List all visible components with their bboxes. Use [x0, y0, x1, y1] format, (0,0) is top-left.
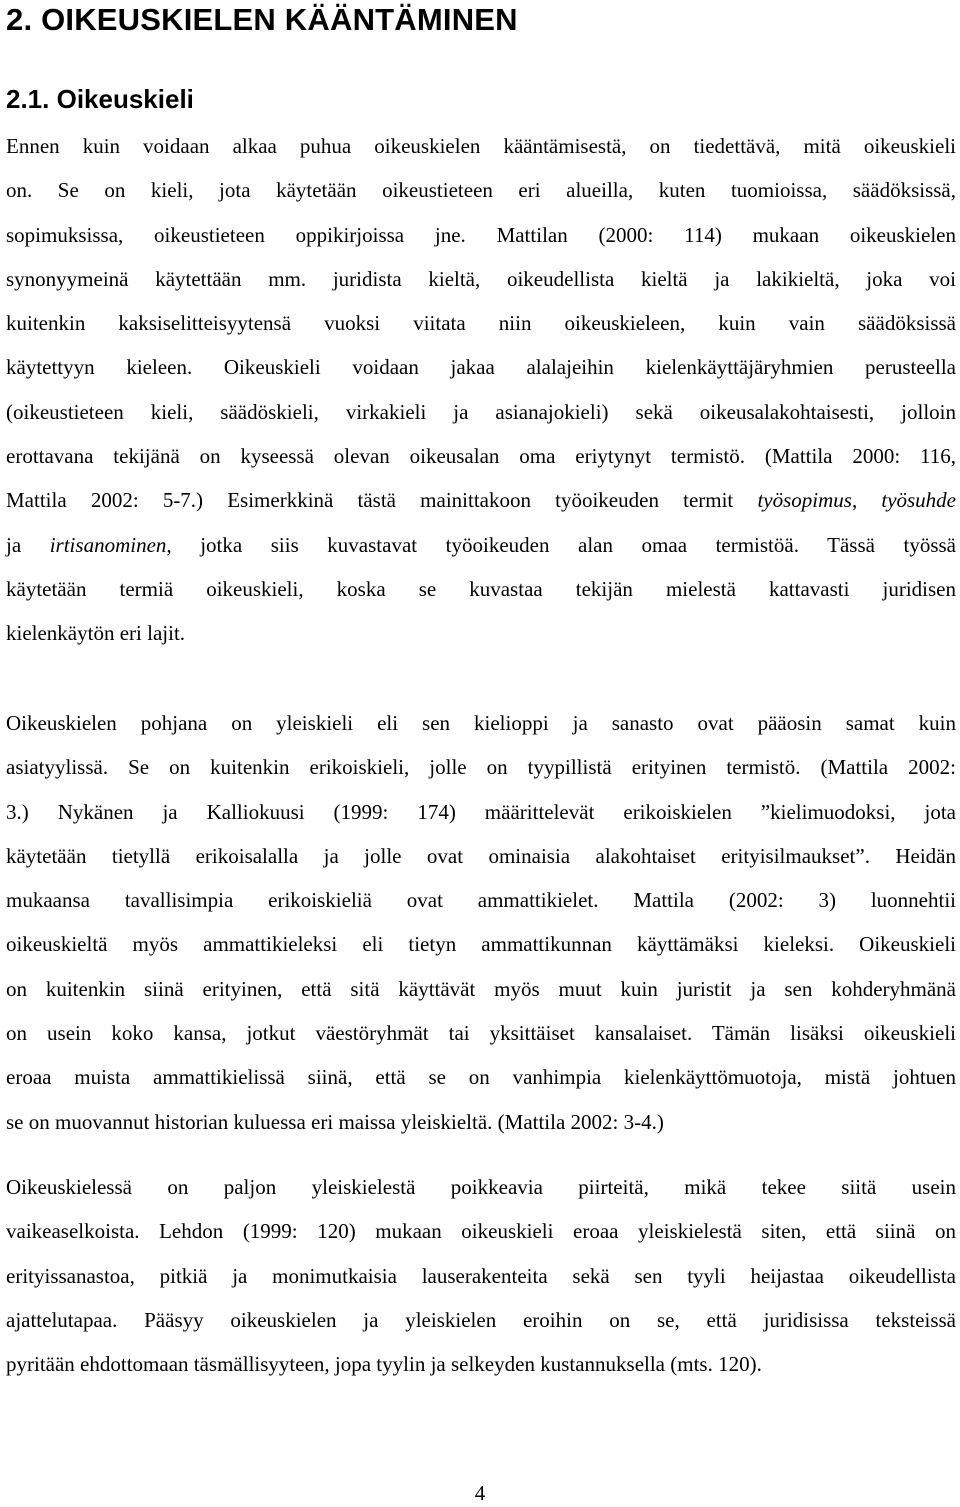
- line-text: ja: [6, 532, 50, 557]
- line-text: , jotka siis kuvastavat työoikeuden alan omaa termistöä. Tässä työssä: [166, 532, 957, 557]
- paragraph-line: on. Se on kieli, jota käytetään oikeustieteen eri alueilla, kuten tuomioissa, säädöksissä,: [6, 178, 956, 203]
- italic-term: työsopimus: [757, 488, 852, 513]
- section-heading: 2.1. Oikeuskieli: [6, 84, 194, 114]
- paragraph-line: erottavana tekijänä on kyseessä olevan oikeusalan oma eriytynyt termistö. (Mattila 2000: 116,: [6, 444, 956, 469]
- paragraph-line: on usein koko kansa, jotkut väestöryhmät tai yksittäiset kansalaiset. Tämän lisäksi oikeuskieli: [6, 1021, 956, 1046]
- line-text: ,: [851, 488, 882, 513]
- paragraph-2: [6, 701, 956, 1144]
- line-text: Mattila 2002: 5-7.) Esimerkkinä tästä mainittakoon työoikeuden termit: [6, 488, 758, 513]
- paragraph-line: synonyymeinä käytettään mm. juridista kieltä, oikeudellista kieltä ja lakikieltä, joka voi: [6, 266, 956, 291]
- paragraph-line: (oikeustieteen kieli, säädöskieli, virkakieli ja asianajokieli) sekä oikeusalakohtaisesti, jolloin: [6, 399, 956, 424]
- paragraph-line: asiatyylissä. Se on kuitenkin erikoiskieli, jolle on tyypillistä erityinen termistö. (Mattila 2002:: [6, 755, 956, 780]
- paragraph-line: vaikeaselkoista. Lehdon (1999: 120) mukaan oikeuskieli eroaa yleiskielestä siten, että siinä on: [6, 1219, 956, 1244]
- paragraph-line: eroaa muista ammattikielissä siinä, että se on vanhimpia kielenkäyttömuotoja, mistä johtuen: [6, 1065, 956, 1090]
- paragraph-line: mukaansa tavallisimpia erikoiskieliä ovat ammattikielet. Mattila (2002: 3) luonnehtii: [6, 888, 956, 913]
- paragraph-line: se on muovannut historian kuluessa eri maissa yleiskieltä. (Mattila 2002: 3-4.): [6, 1109, 664, 1134]
- paragraph-line: Ennen kuin voidaan alkaa puhua oikeuskielen kääntämisestä, on tiedettävä, mitä oikeuskieli: [6, 134, 956, 158]
- paragraph-line: kielenkäytön eri lajit.: [6, 621, 186, 646]
- paragraph-1: [6, 124, 956, 656]
- paragraph-line: Oikeuskielen pohjana on yleiskieli eli sen kielioppi ja sanasto ovat pääosin samat kuin: [6, 711, 956, 735]
- paragraph-line: sopimuksissa, oikeustieteen oppikirjoissa jne. Mattilan (2000: 114) mukaan oikeuskielen: [6, 222, 956, 247]
- italic-term: irtisanominen: [49, 532, 167, 557]
- chapter-heading: 2. OIKEUSKIELEN KÄÄNTÄMINEN: [6, 2, 518, 37]
- paragraph-3: [6, 1165, 956, 1386]
- italic-term: työsuhde: [881, 488, 957, 513]
- paragraph-line: on kuitenkin siinä erityinen, että sitä käyttävät myös muut kuin juristit ja sen kohderyhmänä: [6, 976, 956, 1001]
- paragraph-line: [6, 523, 956, 567]
- paragraph-line: 3.) Nykänen ja Kalliokuusi (1999: 174) määrittelevät erikoiskielen ”kielimuodoksi, jota: [6, 799, 956, 824]
- paragraph-line: käytetään tietyllä erikoisalalla ja jolle ovat ominaisia alakohtaiset erityisilmaukset”. Heidän: [6, 843, 956, 868]
- paragraph-line: käytettyyn kieleen. Oikeuskieli voidaan jakaa alalajeihin kielenkäyttäjäryhmien perusteella: [6, 355, 956, 380]
- paragraph-line: kuitenkin kaksiselitteisyytensä vuoksi viitata niin oikeuskieleen, kuin vain säädöksissä: [6, 311, 956, 336]
- paragraph-line: pyritään ehdottomaan täsmällisyyteen, jopa tyylin ja selkeyden kustannuksella (mts. 120).: [6, 1352, 762, 1377]
- paragraph-line: erityissanastoa, pitkiä ja monimutkaisia lauserakenteita sekä sen tyyli heijastaa oikeudellista: [6, 1263, 956, 1288]
- paragraph-line: ajattelutapaa. Pääsyy oikeuskielen ja yleiskielen eroihin on se, että juridisissa teksteissä: [6, 1307, 956, 1332]
- paragraph-line: käytetään termiä oikeuskieli, koska se kuvastaa tekijän mielestä kattavasti juridisen: [6, 576, 956, 601]
- paragraph-line: Oikeuskielessä on paljon yleiskielestä poikkeavia piirteitä, mikä tekee siitä usein: [6, 1175, 956, 1199]
- paragraph-line: oikeuskieltä myös ammattikieleksi eli tietyn ammattikunnan käyttämäksi kieleksi. Oikeuskieli: [6, 932, 956, 957]
- page-number: 4: [474, 1481, 486, 1505]
- paragraph-line: [6, 478, 956, 522]
